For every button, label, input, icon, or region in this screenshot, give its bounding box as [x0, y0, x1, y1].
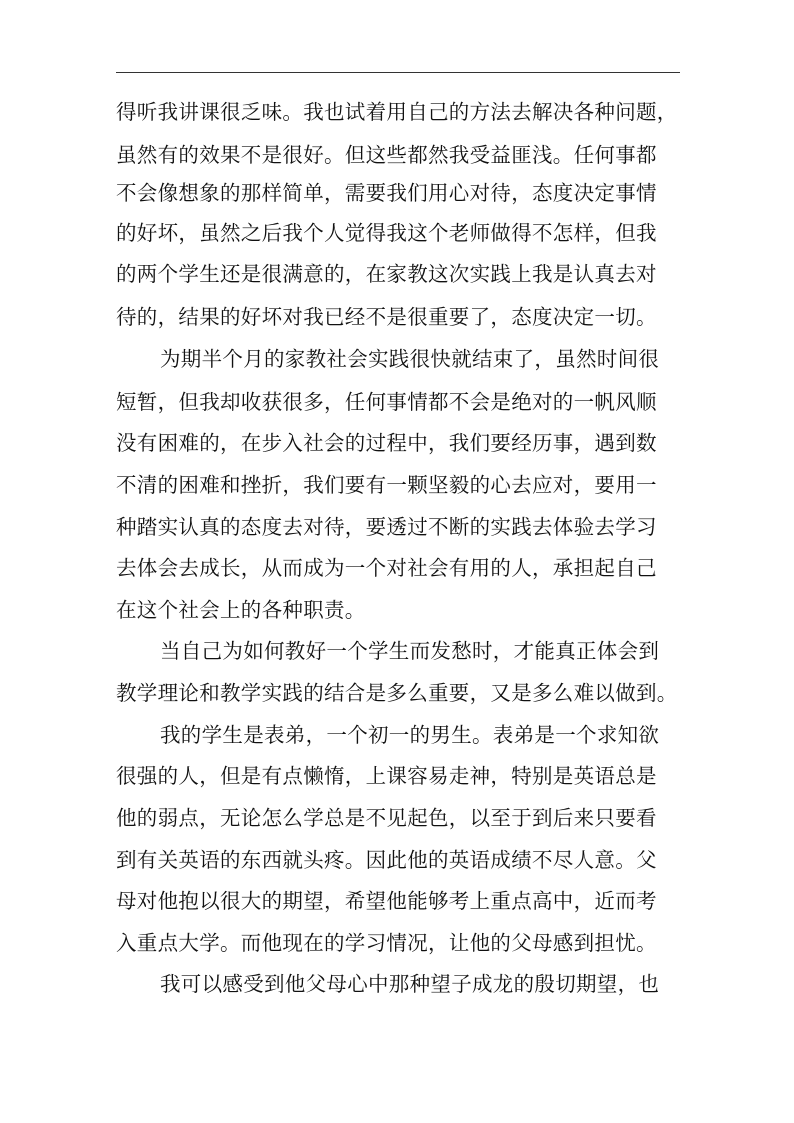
paragraph-first-line: 我的学生是表弟，一个初一的男生。表弟是一个求知欲: [160, 723, 660, 747]
text-line: 去体会去成长，从而成为一个对社会有用的人，承担起自己: [116, 556, 657, 580]
paragraph-first-line: 当自己为如何教好一个学生而发愁时，才能真正体会到: [160, 639, 660, 663]
paragraph-first-line: 为期半个月的家教社会实践很快就结束了，虽然时间很: [160, 347, 660, 371]
text-line: 的两个学生还是很满意的，在家教这次实践上我是认真去对: [116, 262, 657, 286]
paragraph-first-line: 我可以感受到他父母心中那种望子成龙的殷切期望，也: [160, 972, 660, 996]
text-line: 待的，结果的好坏对我已经不是很重要了，态度决定一切。: [116, 305, 657, 329]
text-line: 他的弱点，无论怎么学总是不见起色，以至于到后来只要看: [116, 806, 657, 830]
text-line: 得听我讲课很乏味。我也试着用自己的方法去解决各种问题，: [116, 100, 678, 124]
header-rule: [116, 72, 680, 73]
text-line: 教学理论和教学实践的结合是多么重要，又是多么难以做到。: [116, 681, 678, 705]
text-line: 入重点大学。而他现在的学习情况，让他的父母感到担忧。: [116, 931, 657, 955]
text-line: 很强的人，但是有点懒惰，上课容易走神，特别是英语总是: [116, 764, 657, 788]
text-line: 虽然有的效果不是很好。但这些都然我受益匪浅。任何事都: [116, 143, 657, 167]
text-line: 种踏实认真的态度去对待，要透过不断的实践去体验去学习: [116, 515, 657, 539]
text-line: 到有关英语的东西就头疼。因此他的英语成绩不尽人意。父: [116, 848, 657, 872]
text-line: 短暂，但我却收获很多，任何事情都不会是绝对的一帆风顺: [116, 390, 657, 414]
text-line: 没有困难的，在步入社会的过程中，我们要经历事，遇到数: [116, 431, 657, 455]
text-line: 母对他抱以很大的期望，希望他能够考上重点高中，近而考: [116, 889, 657, 913]
text-line: 在这个社会上的各种职责。: [116, 598, 366, 622]
text-line: 不会像想象的那样简单，需要我们用心对待，态度决定事情: [116, 181, 657, 205]
text-line: 的好坏，虽然之后我个人觉得我这个老师做得不怎样，但我: [116, 221, 657, 245]
text-line: 不清的困难和挫折，我们要有一颗坚毅的心去应对，要用一: [116, 473, 657, 497]
